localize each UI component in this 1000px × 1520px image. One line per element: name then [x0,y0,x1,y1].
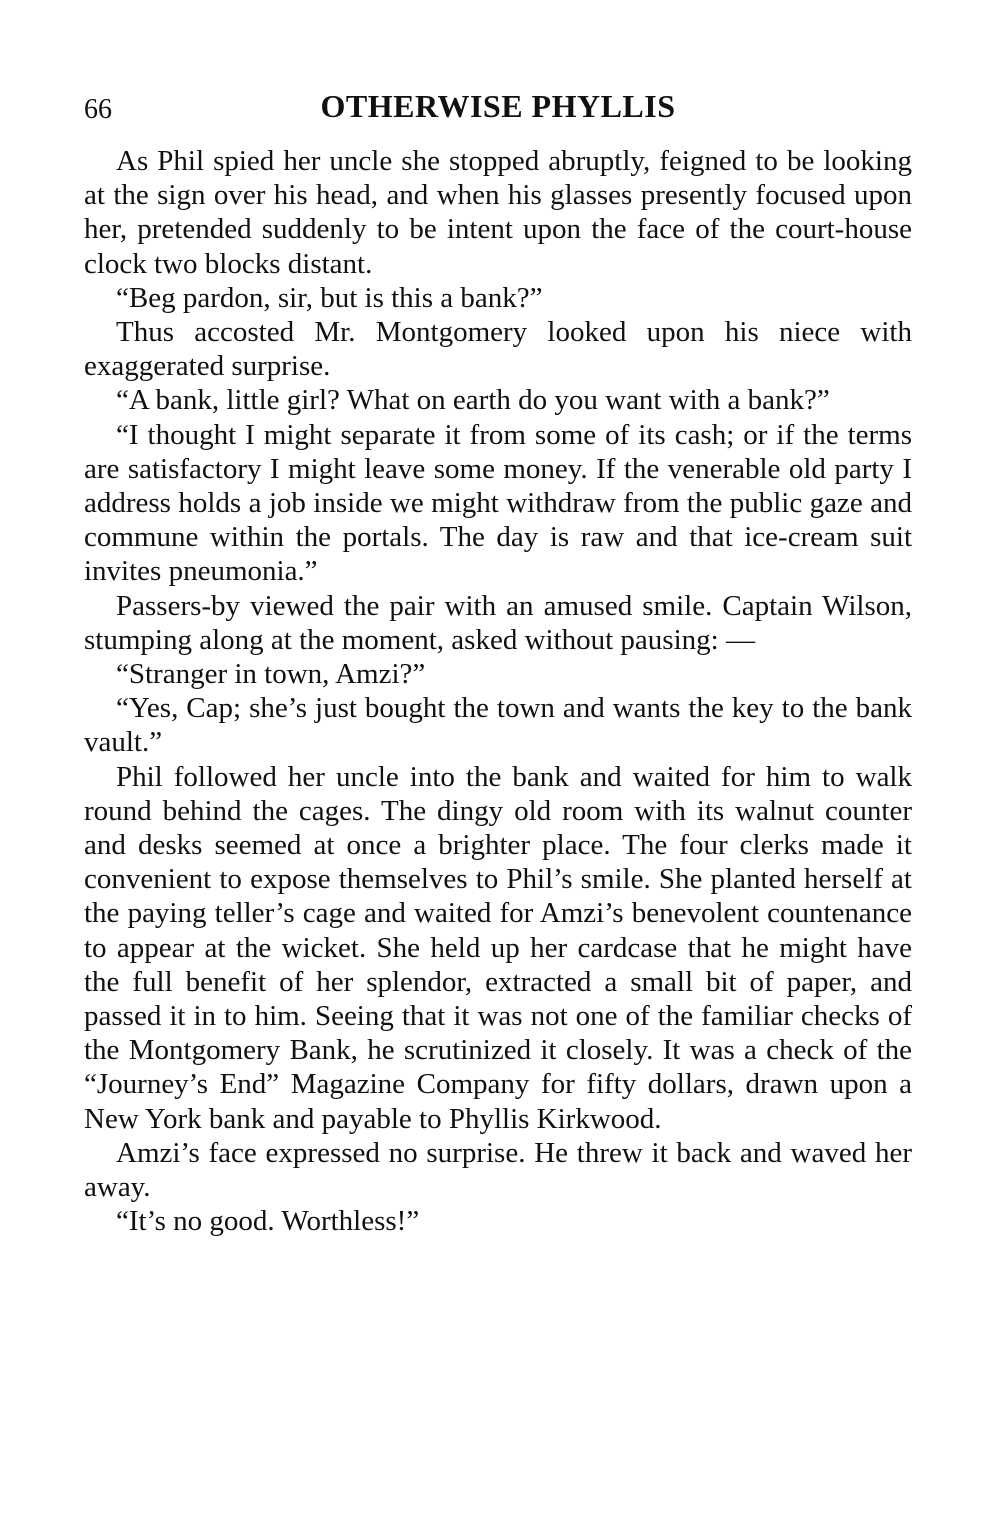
paragraph: “It’s no good. Worthless!” [116,1205,420,1238]
paragraph: As Phil spied her uncle she stopped abruptly, feigned to be looking at the sign over his head, and when his glasses presently focused upon her, pretended suddenly to be intent upon the face of the court-house clock two blocks distant. [84,145,912,280]
book-page [84,88,912,1239]
paragraph: Amzi’s face expressed no surprise. He threw it back and waved her away. [84,1136,912,1204]
page-header [84,88,912,136]
paragraph: “Beg pardon, sir, but is this a bank?” [116,281,543,314]
paragraph: “I thought I might separate it from some of its cash; or if the terms are satisfactory I might leave some money. If the venerable old party I address holds a job inside we might withdraw from the public gaze and commune within the portals. The day is raw and that ice-cream suit invites pneumonia.” [84,418,912,588]
running-title: OTHERWISE PHYLLIS [320,88,676,124]
body-text [84,144,912,1239]
page-number: 66 [84,94,112,125]
paragraph: Phil followed her uncle into the bank and waited for him to walk round behind the cages. The dingy old room with its walnut counter and desks seemed at once a brighter place. The four clerks made it convenient to expose themselves to Phil’s smile. She planted herself at the paying teller’s cage and waited for Amzi’s benevolent countenance to appear at the wicket. She held up her cardcase that he might have the full benefit of her splendor, extracted a small bit of paper, and passed it in to him. Seeing that it was not one of the familiar checks of the Montgomery Bank, he scrutinized it closely. It was a check of the “Journey’s End” Magazine Company for fifty dollars, drawn upon a New York bank and payable to Phyllis Kirkwood. [84,760,912,1135]
paragraph: Thus accosted Mr. Montgomery looked upon his niece with exaggerated surprise. [84,316,912,383]
paragraph: “A bank, little girl? What on earth do you want with a bank?” [116,384,830,417]
paragraph: “Stranger in town, Amzi?” [116,658,426,691]
paragraph: Passers-by viewed the pair with an amused smile. Captain Wilson, stumping along at the moment, asked without pausing: — [84,589,912,656]
paragraph: “Yes, Cap; she’s just bought the town and wants the key to the bank vault.” [84,692,912,759]
